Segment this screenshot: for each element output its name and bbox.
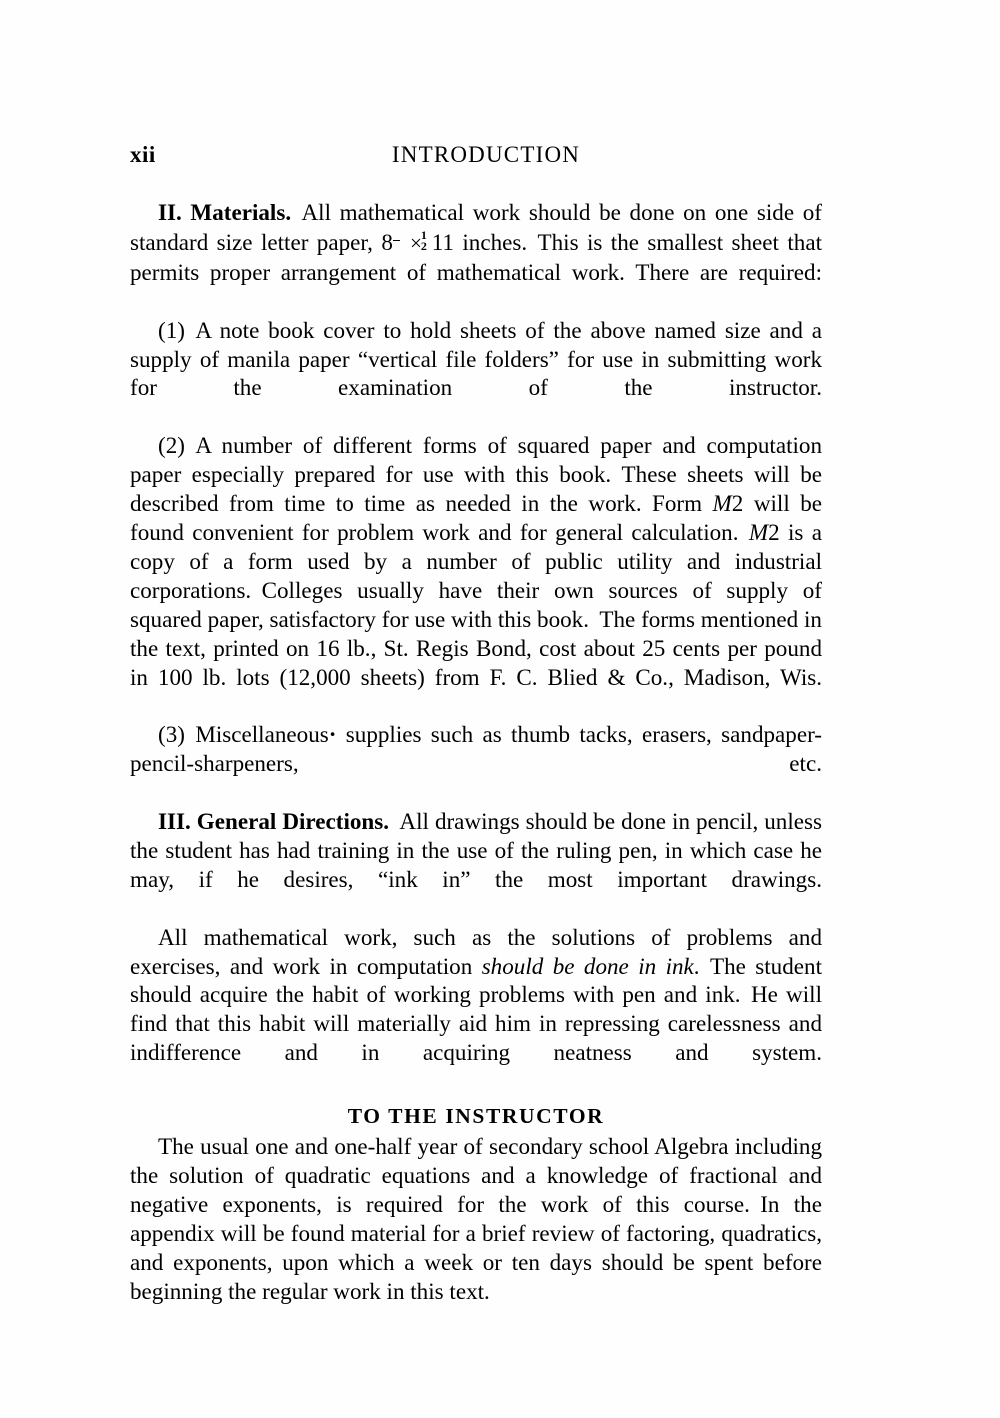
materials-text-4: There are required:: [635, 258, 823, 285]
instructor-text-1: The usual one and one-half year of secondary school Algebra including the solution of quadratic equations and a knowledge of fractional and negative exponents, is required for the work of this course.: [130, 1133, 822, 1217]
ink-text-2: The student should acquire the habit of working problems with pen and ink.: [130, 952, 822, 1008]
form-label-m2-first: M2: [712, 490, 744, 517]
paragraph-instructor: [130, 1132, 822, 1305]
item-2-text-1: A number of different forms of squared paper and computation paper especially prepared for use with this book.: [130, 432, 822, 488]
instructor-text-2: In the appendix will be found material for a brief review of factoring, quadratics, and exponents, upon which a week or ten days should be spent before beginning the regular work in this text.: [130, 1190, 822, 1304]
materials-text-2: 11 inches.: [431, 228, 528, 255]
item-2-text-6: Colleges usually have their own sources of supply of squared paper, satisfactory for use with this book.: [130, 576, 822, 632]
item-2-text-7: The forms mentioned in the text, printed on 16 lb., St. Regis Bond, cost about 25 cents per pound in 100 lb. lots (12,000 sheets) from F. C. Blied & Co., Madison, Wis.: [130, 605, 822, 690]
section-heading-to-the-instructor: TO THE INSTRUCTOR: [347, 1104, 605, 1129]
materials-text-1: All mathematical work should be done on one side of standard size letter paper, 8: [130, 199, 822, 255]
ink-text-3: He will find that this habit will materially aid him in repressing carelessness and indifference and in acquiring neatness and system.: [130, 981, 822, 1066]
item-2-text-3: Form: [652, 490, 703, 517]
item-2-text-2: These sheets will be described from time to time as needed in the work.: [130, 461, 822, 517]
form-label-m2-second: M2: [748, 518, 780, 545]
paragraph-ink: [130, 923, 822, 1096]
paragraph-item-2: [130, 431, 822, 720]
general-directions-text: All drawings should be done in pencil, unless the student has had training in the use of the ruling pen, in which case he may, if he desires, “ink in” the most important drawings.: [130, 808, 822, 892]
ink-period: .: [693, 952, 700, 979]
paragraph-general-directions: [130, 807, 822, 923]
multiplication-sign: ×: [410, 230, 423, 255]
item-2-marker: (2): [158, 432, 185, 459]
item-3-text-b: supplies such as thumb tacks, erasers, sandpaper-pencil-sharpeners, etc.: [130, 721, 823, 777]
page-number: xii: [130, 142, 156, 167]
runin-heading-materials: II. Materials.: [158, 199, 292, 225]
item-3-text-a: Miscellaneous: [195, 721, 329, 748]
body-text-block: [130, 198, 822, 1306]
runin-heading-general-directions: III. General Directions.: [158, 808, 390, 835]
ink-emphasis: should be done in ink: [481, 952, 694, 979]
item-2-text-4: will be found convenient for problem work and for general calculation.: [130, 490, 822, 545]
item-2-text-5: is a copy of a form used by a number of public utility and industrial corporations.: [130, 518, 822, 603]
ink-text-1: All mathematical work, such as the solutions of problems and exercises, and work in computation: [130, 923, 822, 979]
running-head: [130, 140, 822, 174]
paragraph-materials: [130, 198, 822, 316]
scan-artifact-dot: ·: [328, 721, 337, 748]
paragraph-item-3: [130, 720, 822, 807]
item-1-marker: (1): [158, 316, 185, 343]
item-1-text: A note book cover to hold sheets of the above named size and a supply of manila paper “vertical file folders” for use in submitting work for the examination of the instructor.: [130, 316, 822, 401]
fraction-one-half: $\frac{1}{2}$: [393, 226, 400, 251]
materials-text-3: This is the smallest sheet that permits proper arrangement of mathematical work.: [130, 228, 823, 285]
item-3-marker: (3): [158, 721, 185, 748]
paragraph-item-1: [130, 316, 822, 432]
running-head-title: INTRODUCTION: [391, 142, 581, 167]
